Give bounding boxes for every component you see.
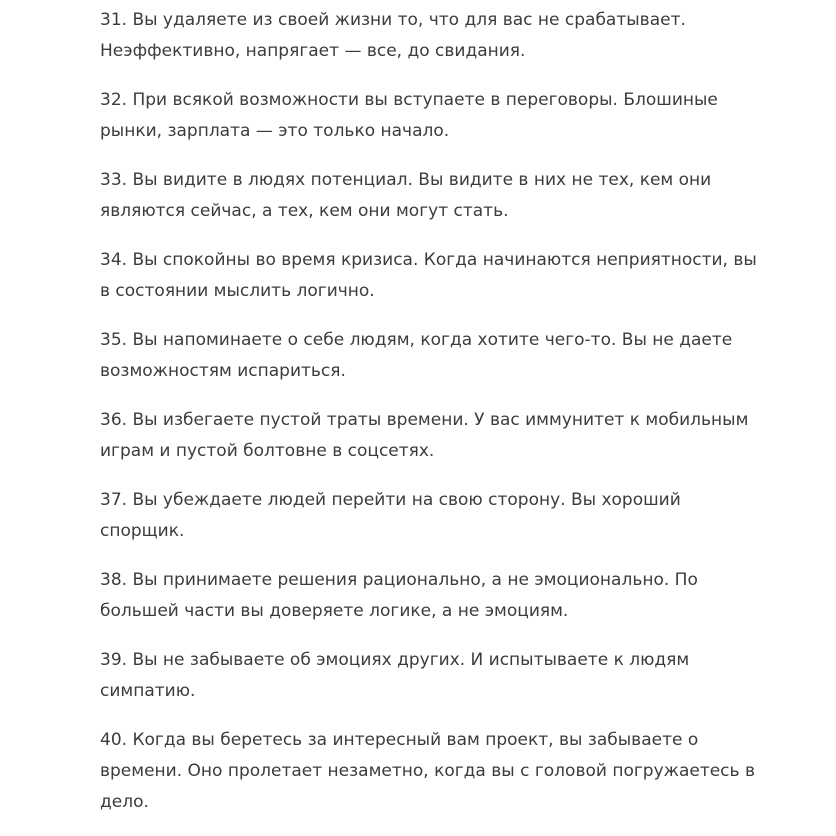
list-item: 33. Вы видите в людях потенциал. Вы видите в них не тех, кем они являются сейчас, а тех, кем они могут стать. [100, 170, 712, 221]
list-item: 36. Вы избегаете пустой траты времени. У вас иммунитет к мобильным играм и пустой болтовне в соцсетях. [100, 410, 749, 461]
article-body [100, 5, 760, 836]
list-item: 35. Вы напоминаете о себе людям, когда хотите чего-то. Вы не даете возможностям испариться. [100, 330, 733, 381]
list-item: 39. Вы не забываете об эмоциях других. И испытываете к людям симпатию. [100, 650, 690, 701]
list-item: 34. Вы спокойны во время кризиса. Когда начинаются неприятности, вы в состоянии мыслить логично. [100, 250, 757, 301]
list-item: 37. Вы убеждаете людей перейти на свою сторону. Вы хороший спорщик. [100, 490, 681, 541]
list-item: 40. Когда вы беретесь за интересный вам проект, вы забываете о времени. Оно пролетает незаметно, когда вы с головой погружаетесь в дело. [100, 730, 755, 812]
list-item: 32. При всякой возможности вы вступаете в переговоры. Блошиные рынки, зарплата — это только начало. [100, 90, 718, 141]
list-item: 38. Вы принимаете решения рационально, а не эмоционально. По большей части вы доверяете логике, а не эмоциям. [100, 570, 698, 621]
list-item: 31. Вы удаляете из своей жизни то, что для вас не срабатывает. Неэффективно, напрягает — все, до свидания. [100, 10, 686, 61]
